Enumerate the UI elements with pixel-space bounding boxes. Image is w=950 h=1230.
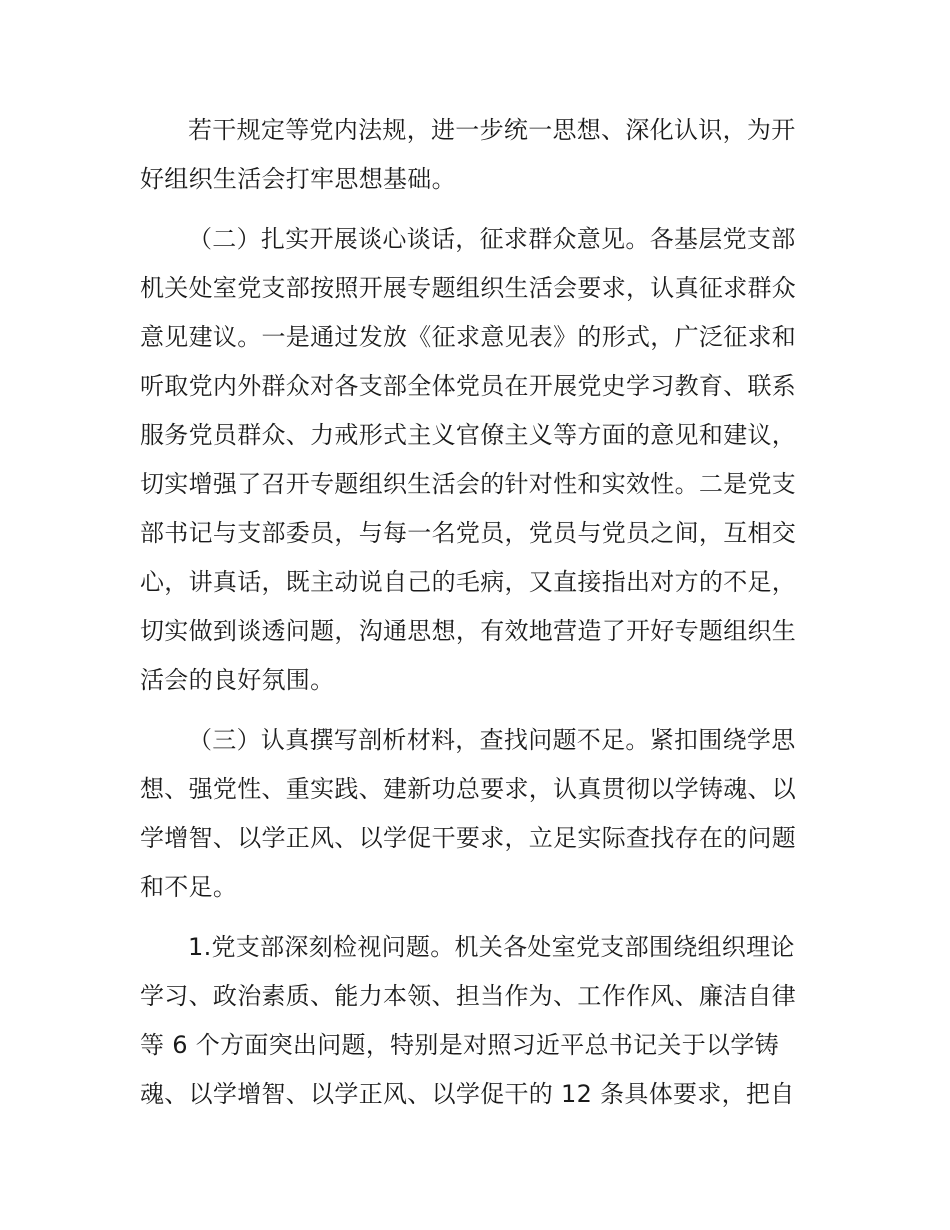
paragraph-line: 活会的良好氛围。 <box>140 666 335 694</box>
paragraph-line: 服务党员群众、力戒形式主义官僚主义等方面的意见和建议， <box>140 421 797 449</box>
paragraph-line: 心，讲真话，既主动说自己的毛病，又直接指出对方的不足， <box>140 568 797 596</box>
paragraph-line: 机关处室党支部按照开展专题组织生活会要求，认真征求群众 <box>140 274 797 302</box>
paragraph-line: 若干规定等党内法规，进一步统一思想、深化认识，为开 <box>188 116 796 144</box>
paragraph-line: （二）扎实开展谈心谈话，征求群众意见。各基层党支部 <box>188 225 796 253</box>
paragraph-line: 想、强党性、重实践、建新功总要求，认真贯彻以学铸魂、以 <box>140 775 797 803</box>
paragraph-line: 切实做到谈透问题，沟通思想，有效地营造了开好专题组织生 <box>140 617 797 645</box>
paragraph-line: 学增智、以学正风、以学促干要求，立足实际查找存在的问题 <box>140 824 797 852</box>
paragraph-line: （三）认真撰写剖析材料，查找问题不足。紧扣围绕学思 <box>188 726 796 754</box>
paragraph-line: 听取党内外群众对各支部全体党员在开展党史学习教育、联系 <box>140 372 797 400</box>
paragraph-line: 切实增强了召开专题组织生活会的针对性和实效性。二是党支 <box>140 470 797 498</box>
paragraph-line: 学习、政治素质、能力本领、担当作为、工作作风、廉洁自律 <box>140 982 797 1010</box>
paragraph-line: 魂、以学增智、以学正风、以学促干的 12 条具体要求，把自 <box>140 1080 795 1108</box>
paragraph-line: 部书记与支部委员，与每一名党员，党员与党员之间，互相交 <box>140 519 797 547</box>
paragraph-line: 1.党支部深刻检视问题。机关各处室党支部围绕组织理论 <box>188 933 795 961</box>
paragraph-line: 好组织生活会打牢思想基础。 <box>140 165 456 193</box>
paragraph-line: 意见建议。一是通过发放《征求意见表》的形式，广泛征求和 <box>140 323 797 351</box>
paragraph-line: 和不足。 <box>140 873 238 901</box>
paragraph-line: 等 6 个方面突出问题，特别是对照习近平总书记关于以学铸 <box>140 1031 779 1059</box>
